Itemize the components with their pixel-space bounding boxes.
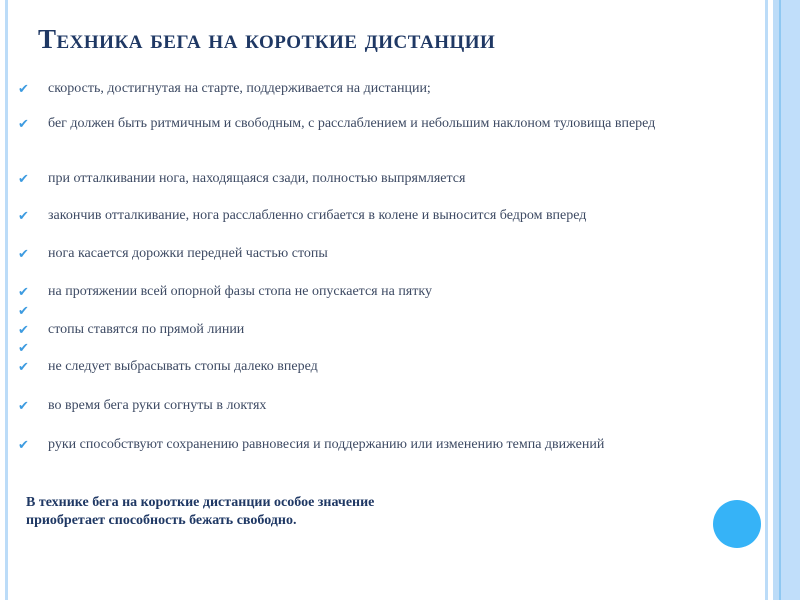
bullet-text: руки способствуют сохранению равновесия и поддержанию или изменению темпа движений (48, 437, 605, 452)
bullet-text: бег должен быть ритмичным и свободным, с расслаблением и небольшим наклоном туловища вперед (48, 116, 656, 131)
left-border (5, 0, 8, 600)
check-icon: ✔ (18, 360, 29, 375)
check-icon: ✔ (18, 285, 29, 300)
check-icon: ✔ (18, 399, 29, 414)
slide-title: Техника бега на короткие дистанции (38, 24, 496, 54)
bullet-text: при отталкивании нога, находящаяся сзади, полностью выпрямляется (48, 171, 466, 186)
right-stripe (781, 0, 800, 600)
bullet-text: стопы ставятся по прямой линии (48, 322, 245, 337)
right-stripe (765, 0, 768, 600)
check-icon: ✔ (18, 341, 29, 356)
check-icon: ✔ (18, 438, 29, 453)
note-line: В технике бега на короткие дистанции особое значение (26, 495, 375, 510)
check-icon: ✔ (18, 82, 29, 97)
decorative-circle (713, 500, 761, 548)
bullet-text: не следует выбрасывать стопы далеко вперед (48, 359, 318, 374)
check-icon: ✔ (18, 172, 29, 187)
check-icon: ✔ (18, 117, 29, 132)
check-icon: ✔ (18, 247, 29, 262)
note-line: приобретает способность бежать свободно. (26, 513, 297, 528)
bullet-text: нога касается дорожки передней частью стопы (48, 246, 328, 261)
check-icon: ✔ (18, 304, 29, 319)
summary-note (26, 494, 374, 530)
bullet-text: закончив отталкивание, нога расслабленно сгибается в колене и выносится бедром вперед (48, 208, 587, 223)
check-icon: ✔ (18, 209, 29, 224)
check-icon: ✔ (18, 323, 29, 338)
bullet-text: скорость, достигнутая на старте, поддерживается на дистанции; (48, 81, 431, 96)
bullet-text: во время бега руки согнуты в локтях (48, 398, 267, 413)
bullet-text: на протяжении всей опорной фазы стопа не опускается на пятку (48, 284, 432, 299)
